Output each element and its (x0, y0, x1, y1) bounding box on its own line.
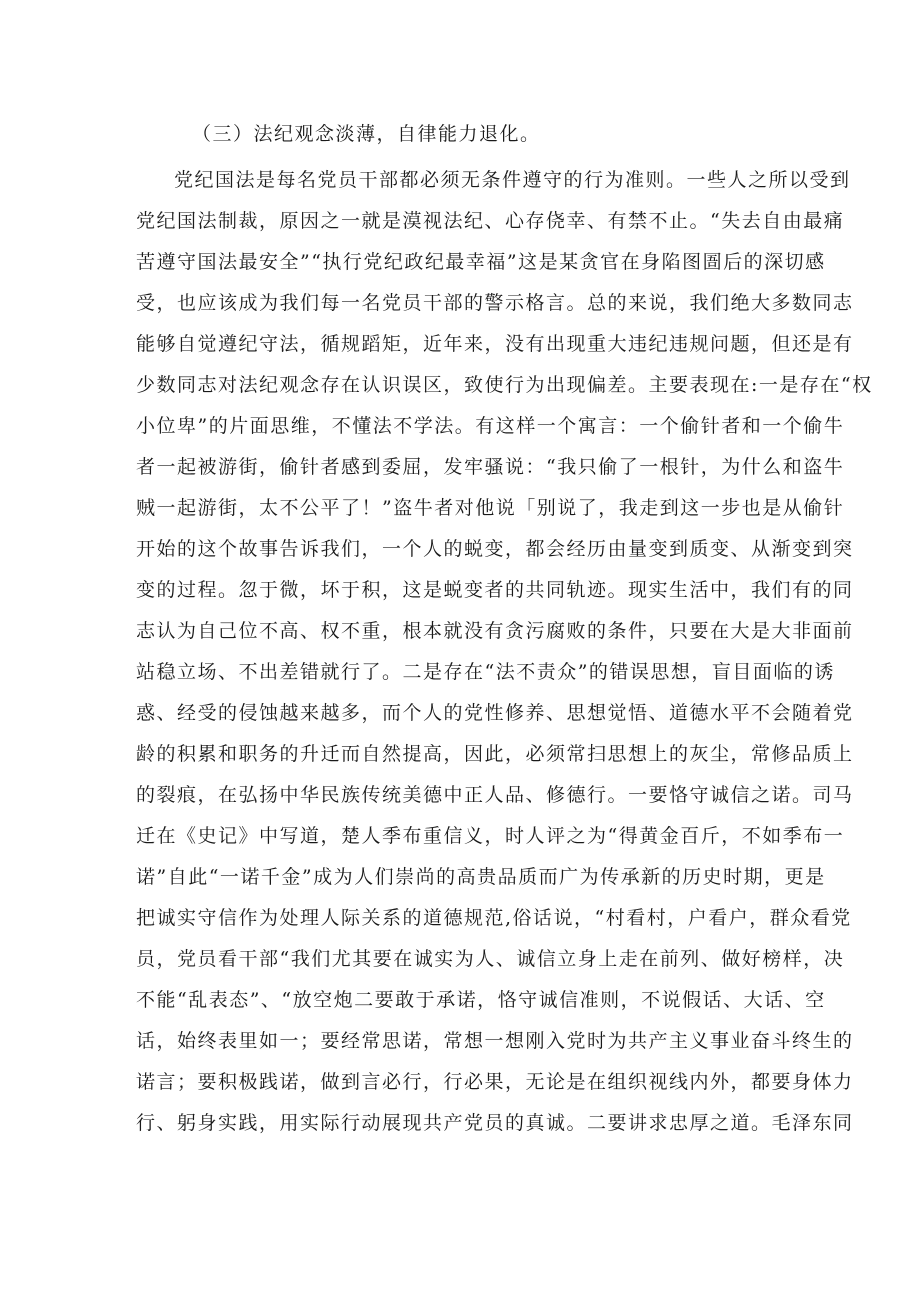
paragraph-line: 能够自觉遵纪守法，循规蹈矩，近年来，没有出现重大违纪违规问题，但还是有 (136, 333, 854, 355)
paragraph-line: 员，党员看干部“我们尤其要在诚实为人、诚信立身上走在前列、做好榜样，决 (136, 948, 845, 970)
section-heading: （三）法纪观念淡薄，自律能力退化。 (192, 123, 541, 145)
paragraph-line: 贼一起游街，太不公平了！”盗牛者对他说「别说了，我走到这一步也是从偷针 (136, 497, 845, 519)
paragraph-line: 把诚实守信作为处理人际关系的道德规范,俗话说，“村看村，户看户，群众看党 (136, 907, 852, 929)
paragraph-line: 志认为自己位不高、权不重，根本就没有贪污腐败的条件，只要在大是大非面前 (136, 620, 854, 642)
paragraph-line: 话，始终表里如一；要经常思诺，常想一想刚入党时为共产主义事业奋斗终生的 (136, 1030, 854, 1052)
paragraph-line: 惑、经受的侵蚀越来越多，而个人的党性修养、思想觉悟、道德水平不会随着党 (136, 702, 854, 724)
paragraph-line: 不能“乱表态”、“放空炮二要敢于承诺，恪守诚信准则，不说假话、大话、空 (136, 989, 826, 1011)
paragraph-line: 迁在《史记》中写道，楚人季布重信义，时人评之为“得黄金百斤，不如季布一 (136, 825, 845, 847)
paragraph-line: 受，也应该成为我们每一名党员干部的警示格言。总的来说，我们绝大多数同志 (136, 292, 854, 314)
paragraph-line: 开始的这个故事告诉我们，一个人的蜕变，都会经历由量变到质变、从渐变到突 (136, 538, 854, 560)
paragraph-line: 小位卑”的片面思维，不懂法不学法。有这样一个寓言：一个偷针者和一个偷牛 (136, 415, 845, 437)
paragraph-line: 站稳立场、不出差错就行了。二是存在“法不责众”的错误思想，盲目面临的诱 (136, 661, 835, 683)
paragraph-line: 行、躬身实践，用实际行动展现共产党员的真诚。二要讲求忠厚之道。毛泽东同 (136, 1112, 854, 1134)
paragraph-line: 变的过程。忽于微，坏于积，这是蜕变者的共同轨迹。现实生活中，我们有的同 (136, 579, 854, 601)
paragraph-line: 诺言；要积极践诺，做到言必行，行必果，无论是在组织视线内外，都要身体力 (136, 1071, 854, 1093)
paragraph-line: 党纪国法制裁，原因之一就是漠视法纪、心存侥幸、有禁不止。“失去自由最痛 (136, 210, 845, 232)
document-body (136, 108, 873, 1144)
paragraph-line: 少数同志对法纪观念存在认识误区，致使行为出现偏差。主要表现在:一是存在“权 (136, 374, 873, 396)
paragraph-line: 苦遵守国法最安全”“执行党纪政纪最幸福”这是某贪官在身陷图圄后的深切感 (136, 251, 826, 273)
paragraph-line: 者一起被游街，偷针者感到委屈，发牢骚说：“我只偷了一根针，为什么和盗牛 (136, 456, 845, 478)
paragraph-line: 党纪国法是每名党员干部都必须无条件遵守的行为准则。一些人之所以受到 (174, 169, 851, 191)
paragraph-line: 龄的积累和职务的升迁而自然提高，因此，必须常扫思想上的灰尘，常修品质上 (136, 743, 854, 765)
paragraph-line: 诺”自此“一诺千金”成为人们崇尚的高贵品质而广为传承新的历史时期，更是 (136, 866, 826, 888)
paragraph-line: 的裂痕，在弘扬中华民族传统美德中正人品、修德行。一要恪守诚信之诺。司马 (136, 784, 854, 806)
